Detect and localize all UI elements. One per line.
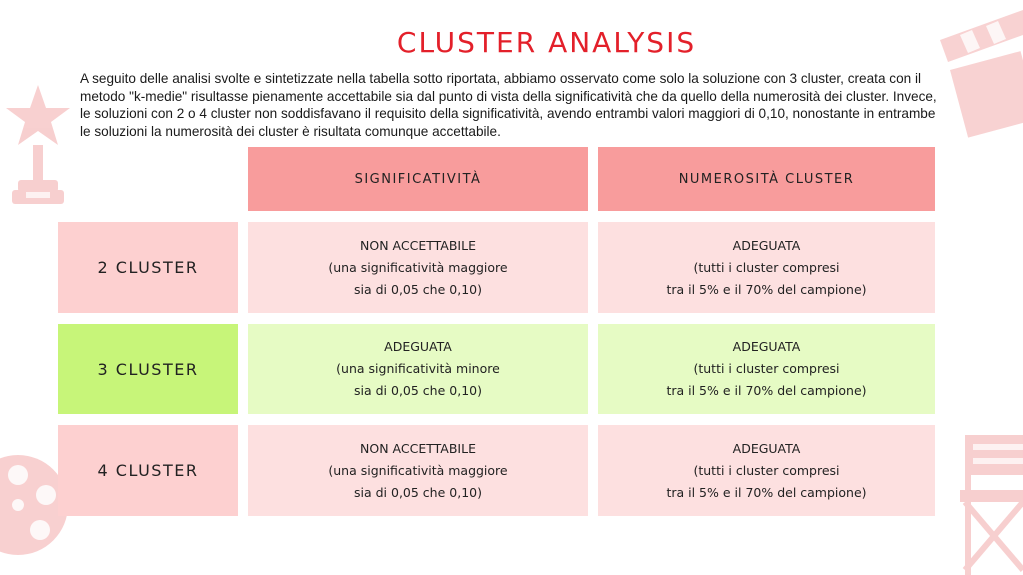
size-2-verdict: ADEGUATA <box>732 237 801 253</box>
trophy-icon <box>0 80 80 220</box>
significance-4-note: (una significatività maggiore <box>328 462 508 478</box>
size-2-detail: tra il 5% e il 70% del campione) <box>666 281 867 297</box>
size-3-detail: tra il 5% e il 70% del campione) <box>666 383 867 398</box>
intro-paragraph: A seguito delle analisi svolte e sintetizzate nella tabella sotto riportata, abbiamo osservato come solo la soluzione con 3 cluster, creata con il metodo "k-medie" risultasse pienamente accettabile sia dal punto di vista della significatività che da quello della numerosità dei cluster. Invece, le soluzioni con 2 o 4 cluster non soddisfavano il requisito della significatività, avendo entrambi valori maggiori di 0,10, nonostante in entrambe le soluzioni la numerosità dei cluster è risultata comunque accettabile. <box>80 71 937 139</box>
significance-4-cluster <box>248 425 588 516</box>
significance-3-cluster <box>248 324 588 414</box>
size-4-detail: tra il 5% e il 70% del campione) <box>666 484 867 500</box>
size-4-verdict: ADEGUATA <box>732 440 801 456</box>
size-4-cluster <box>598 425 935 516</box>
significance-3-verdict: ADEGUATA <box>384 339 452 354</box>
row-label-2-cluster: 2 CLUSTER <box>58 222 238 313</box>
significance-4-detail: sia di 0,05 che 0,10) <box>354 484 482 500</box>
size-2-note: (tutti i cluster compresi <box>693 259 840 275</box>
row-label-4-cluster: 4 CLUSTER <box>58 425 238 516</box>
row-label-3-cluster: 3 CLUSTER <box>58 324 238 414</box>
size-3-verdict: ADEGUATA <box>732 339 801 354</box>
header-significance: SIGNIFICATIVITÀ <box>248 147 588 211</box>
size-3-cluster <box>598 324 935 414</box>
size-3-note: (tutti i cluster compresi <box>693 361 840 376</box>
size-4-note: (tutti i cluster compresi <box>693 462 840 478</box>
size-2-cluster <box>598 222 935 313</box>
significance-2-cluster <box>248 222 588 313</box>
header-cluster-size: NUMEROSITÀ CLUSTER <box>598 147 935 211</box>
page-title: CLUSTER ANALYSIS <box>396 26 697 59</box>
significance-4-verdict: NON ACCETTABILE <box>360 440 476 456</box>
director-chair-icon <box>935 430 1023 575</box>
significance-2-verdict: NON ACCETTABILE <box>360 237 476 253</box>
significance-2-note: (una significatività maggiore <box>328 259 508 275</box>
significance-2-detail: sia di 0,05 che 0,10) <box>354 281 482 297</box>
significance-3-detail: sia di 0,05 che 0,10) <box>354 383 482 398</box>
significance-3-note: (una significatività minore <box>336 361 500 376</box>
